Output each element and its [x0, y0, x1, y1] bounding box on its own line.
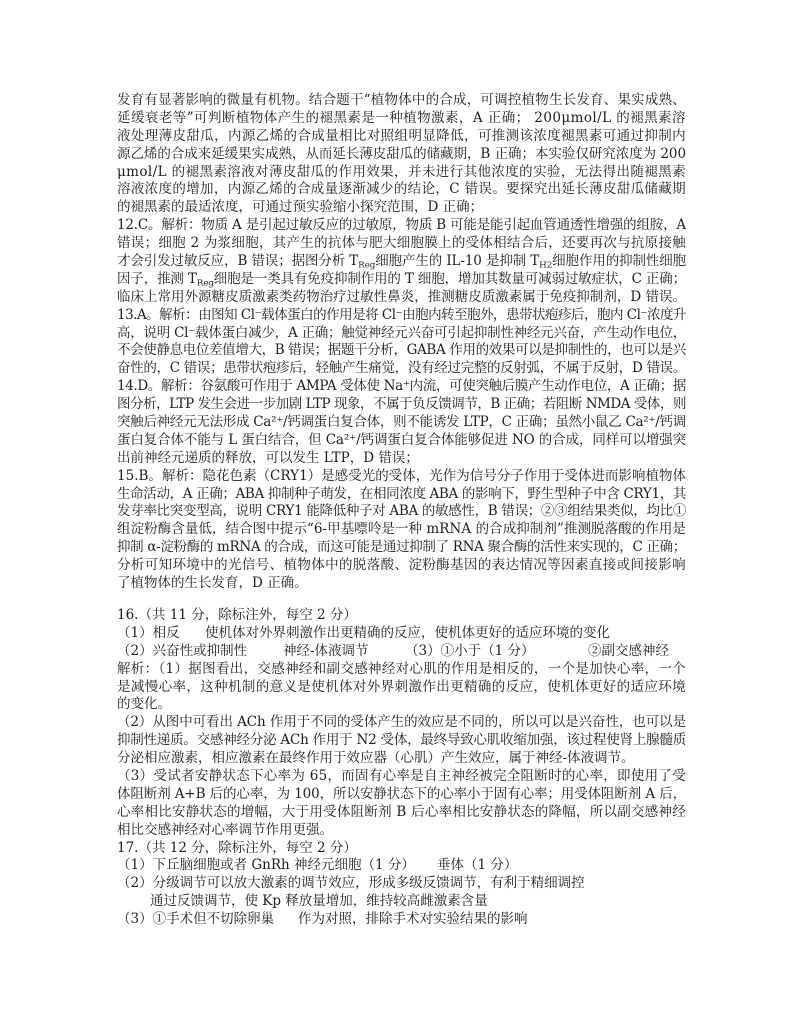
q12-analysis — [117, 217, 686, 306]
text-line: 14.D。解析：谷氨酸可作用于 AMPA 受体使 Na⁺内流，可使突触后膜产生动作电位，A 正确；据 — [117, 378, 686, 395]
question-header: 16.（共 11 分，除标注外，每空 2 分） — [117, 606, 357, 623]
q16-answer — [117, 607, 686, 840]
answer-line: 通过反馈调节，使 Kp 释放量增加，维持较高雌激素含量 — [150, 893, 488, 910]
text-run: 细胞产生的 IL-10 是抑制 T — [375, 253, 540, 270]
text-line: 的褪黑素的最适浓度，可通过预实验缩小探究范围，D 正确； — [117, 199, 484, 216]
answer-cell: 垂体（1 分） — [437, 857, 518, 874]
text-line: 延缓衰老等”可判断植物体产生的褪黑素是一种植物激素，A 正确； 200μmol/L 的褪黑素溶 — [117, 109, 686, 126]
answer-cell: （2）兴奋性或抑制性 — [117, 642, 248, 659]
text-line: 突触后神经元无法形成 Ca²⁺/钙调蛋白复合体，则不能诱发 LTP，C 正确；虽然小鼠乙 Ca²⁺/钙调 — [117, 414, 686, 431]
text-line: 高，说明 Cl⁻载体蛋白减少，A 正确；触觉神经元兴奋可引起抑制性神经元兴奋，产生动作电位， — [117, 324, 686, 341]
text-line: μmol/L 的褪黑素溶液对薄皮甜瓜的作用效果，并未进行其他浓度的实验，无法得出随褪黑素 — [117, 163, 686, 180]
text-line: 的变化。 — [117, 696, 171, 713]
text-line: 出前神经元递质的释放，可以发生 LTP，D 错误； — [117, 449, 419, 466]
answer-line — [117, 625, 686, 643]
text-line: 抑制 α-淀粉酶的 mRNA 的合成，而这可能是通过抑制了 RNA 聚合酶的活性来实现的，C 正确； — [117, 539, 686, 556]
text-run: 细胞作用的抑制性细胞 — [552, 253, 686, 270]
answer-line — [117, 857, 686, 875]
subscript: Reg — [196, 278, 214, 289]
q17-answer — [117, 840, 686, 929]
text-line: 错误；细胞 2 为浆细胞，其产生的抗体与肥大细胞膜上的受体相结合后，还要再次与抗原接触 — [117, 235, 686, 252]
text-line: 解析：（1）据图看出，交感神经和副交感神经对心肌的作用是相反的，一个是加快心率，一个 — [117, 660, 686, 677]
answer-document — [117, 92, 686, 929]
answer-cell: （3）①小于（1 分） — [405, 642, 535, 659]
text-line: 发育有显著影响的微量有机物。结合题干“植物体中的合成，可调控植物生长发育、果实成熟、 — [117, 92, 686, 108]
text-line: 分析可知环境中的光信号、植物体中的脱落酸、淀粉酶基因的表达情况等因素直接或间接影响 — [117, 557, 686, 574]
text-line: 奋性的，C 错误；患带状疱疹后，轻触产生痛觉，没有经过完整的反射弧，不属于反射，D 错误。 — [117, 360, 686, 377]
text-line — [117, 253, 686, 271]
answer-line — [117, 643, 686, 661]
answer-line — [117, 911, 686, 929]
text-line: 生命活动，A 正确；ABA 抑制种子萌发，在相同浓度 ABA 的影响下，野生型种子中含 CRY1，其 — [117, 485, 686, 502]
answer-cell: 使机体对外界刺激作出更精确的反应，使机体更好的适应环境的变化 — [205, 624, 610, 641]
text-line: 液处理薄皮甜瓜，内源乙烯的合成量相比对照组明显降低，可推测该浓度褪黑素可通过抑制内 — [117, 127, 686, 144]
answer-cell: （1）相反 — [117, 624, 180, 641]
text-run: 细胞是一类具有免疫抑制作用的 T 细胞，增加其数量可减弱过敏症状，C 正确； — [213, 270, 686, 287]
q14-analysis — [117, 378, 686, 467]
q11-analysis-continued — [117, 92, 686, 217]
text-line: 体阻断剂 A+B 后的心率，为 100，所以安静状态下的心率小于固有心率；用受体阻断剂 A 后， — [117, 785, 686, 802]
q13-analysis — [117, 307, 686, 379]
text-line: 15.B。解析：隐花色素（CRY1）是感受光的受体，光作为信号分子作用于受体进而影响植物体 — [117, 467, 686, 484]
text-line: 分泌相应激素，相应激素在最终作用于效应器（心肌）产生效应，属于神经-体液调节。 — [117, 750, 635, 767]
text-line: 不会使静息电位差值增大，B 错误；据题干分析，GABA 作用的效果可以是抑制性的，也可以是兴 — [117, 342, 686, 359]
text-line — [117, 271, 686, 289]
answer-cell: 作为对照，排除手术对实验结果的影响 — [298, 911, 528, 928]
text-line: （3）受试者安静状态下心率为 65，而固有心率是自主神经被完全阻断时的心率，即使用了受 — [117, 767, 686, 784]
text-line: 了植物体的生长发育，D 正确。 — [117, 575, 308, 592]
text-line: 心率相比安静状态的增幅，大于用受体阻断剂 B 后心率相比安静状态的降幅，所以副交感神经 — [117, 803, 686, 820]
text-line: 图分析，LTP 发生会进一步加剧 LTP 现象，不属于负反馈调节，B 正确；若阻断 NMDA 受体，则 — [117, 396, 686, 413]
text-line: 12.C。解析：物质 A 是引起过敏反应的过敏原，物质 B 可能是能引起血管通透性增强的组胺，A — [117, 217, 686, 234]
answer-cell: （3）①手术但不切除卵巢 — [117, 911, 275, 928]
text-line: 13.A。解析：由图知 Cl⁻载体蛋白的作用是将 Cl⁻由胞内转至胞外，患带状疱疹后，胞内 Cl⁻浓度升 — [117, 306, 686, 323]
text-run: 才会引发过敏反应，B 错误；据图分析 T — [117, 253, 359, 270]
text-line: 溶液浓度的增加，内源乙烯的合成量逐渐减少的结论，C 错误。要探究出延长薄皮甜瓜储藏期 — [117, 181, 686, 198]
text-line: 抑制性递质。交感神经分泌 ACh 作用于 N2 受体，最终导致心肌收缩加强，该过程使肾上腺髓质 — [117, 732, 686, 749]
question-header: 17.（共 12 分，除标注外，每空 2 分） — [117, 839, 357, 856]
q15-analysis — [117, 468, 686, 593]
text-line: 组淀粉酶含量低，结合图中提示“6-甲基嘌呤是一种 mRNA 的合成抑制剂”推测脱落酸的作用是 — [117, 521, 686, 538]
text-line: 发芽率比突变型高，说明 CRY1 能降低种子对 ABA 的敏感性，B 错误；②③组结果类似，均比① — [117, 503, 686, 520]
answer-cell: 神经-体液调节 — [283, 642, 369, 659]
text-line: 是减慢心率，这种机制的意义是使机体对外界刺激作出更精确的反应，使机体更好的适应环境 — [117, 678, 686, 695]
text-line: 相比交感神经对心率调节作用更强。 — [117, 821, 333, 838]
text-line: 临床上常用外源糖皮质激素类药物治疗过敏性鼻炎，推测糖皮质激素属于免疫抑制剂，D 错误。 — [117, 288, 686, 305]
text-line: （2）从图中可看出 ACh 作用于不同的受体产生的效应是不同的，所以可以是兴奋性，也可以是 — [117, 714, 686, 731]
answer-cell: ②副交感神经 — [588, 642, 669, 659]
answer-line: （2）分级调节可以放大激素的调节效应，形成多级反馈调节，有利于精细调控 — [117, 875, 585, 892]
text-line: 源乙烯的合成来延缓果实成熟，从而延长薄皮甜瓜的储藏期，B 正确；本实验仅研究浓度为 200 — [117, 145, 686, 162]
subscript: Reg — [358, 260, 376, 271]
text-run: 因子，推测 T — [117, 270, 197, 287]
answer-cell: （1）下丘脑细胞或者 GnRh 神经元细胞（1 分） — [117, 857, 415, 874]
text-line: 蛋白复合体不能与 L 蛋白结合，但 Ca²⁺/钙调蛋白复合体能够促进 NO 的合成，同样可以增强突 — [117, 431, 686, 448]
subscript: H2 — [539, 260, 553, 271]
